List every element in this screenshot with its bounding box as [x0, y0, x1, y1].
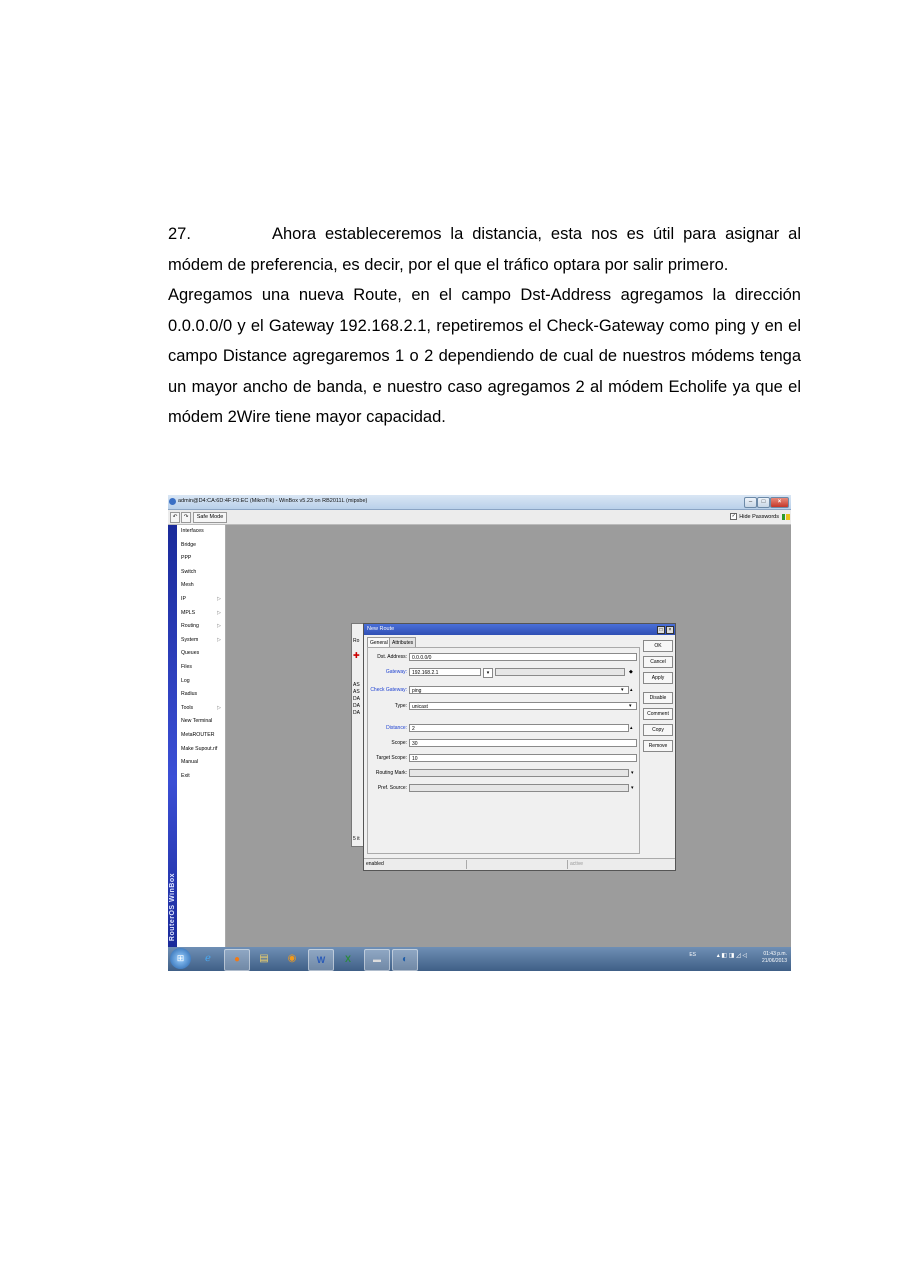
menu-item-exit[interactable]	[177, 770, 225, 784]
menu-item-tools[interactable]	[177, 702, 225, 716]
lock-icon	[786, 514, 790, 520]
paragraph-27-text: Ahora estableceremos la distancia, esta nos es útil para asignar al módem de preferencia, es decir, por el que el tráfico optara por salir primero.	[168, 225, 801, 274]
menu-item-label: Mesh	[181, 582, 194, 589]
check-gateway-up-icon[interactable]: ▴	[630, 687, 633, 693]
routes-window-fragment: Ro	[353, 638, 360, 644]
routing-mark-row	[368, 769, 639, 778]
status-separator	[567, 860, 568, 869]
menu-item-files[interactable]	[177, 661, 225, 675]
submenu-arrow-icon: ▷	[217, 636, 221, 643]
maximize-icon[interactable]: □	[757, 497, 770, 508]
routes-window-fragment: 5 it	[353, 836, 360, 842]
menu-item-new-terminal[interactable]	[177, 715, 225, 729]
winbox-screenshot	[168, 495, 791, 971]
dialog-titlebar	[364, 624, 675, 635]
comment-button[interactable]: Comment	[643, 708, 673, 720]
hide-passwords-label: Hide Passwords	[739, 513, 779, 520]
menu-item-log[interactable]	[177, 675, 225, 689]
status-separator	[466, 860, 467, 869]
scope-row	[368, 739, 639, 748]
cancel-button[interactable]: Cancel	[643, 656, 673, 668]
menu-item-label: Routing	[181, 623, 199, 630]
routes-window-fragment: DA	[353, 696, 360, 702]
dst-address-label: Dst. Address:	[377, 654, 407, 660]
type-dropdown-icon[interactable]: ▾	[629, 703, 632, 709]
pref-source-row	[368, 784, 639, 793]
terminal-icon[interactable]: ▬	[364, 949, 390, 971]
menu-item-mpls[interactable]	[177, 607, 225, 621]
system-clock[interactable]	[762, 951, 787, 965]
new-route-dialog	[363, 623, 676, 871]
menu-item-ip[interactable]	[177, 593, 225, 607]
menu-item-label: MetaROUTER	[181, 731, 215, 738]
paragraph-number: 27.	[168, 225, 191, 243]
windows-taskbar	[168, 947, 791, 971]
hide-passwords-toggle[interactable]	[730, 513, 779, 520]
menu-item-queues[interactable]	[177, 647, 225, 661]
copy-button[interactable]: Copy	[643, 724, 673, 736]
distance-label: Distance:	[386, 725, 407, 731]
tab-general[interactable]: General	[367, 637, 391, 648]
menu-item-label: Log	[181, 677, 190, 684]
type-label: Type:	[394, 703, 407, 709]
dialog-restore-icon[interactable]: □	[657, 626, 665, 634]
gateway-row	[368, 668, 639, 677]
gateway-field[interactable]: 192.168.2.1	[409, 668, 481, 676]
excel-icon[interactable]: X	[344, 954, 351, 964]
tray-icons[interactable]: ▴ ◧ ◨ ◿ ◁	[716, 953, 747, 959]
submenu-arrow-icon: ▷	[217, 623, 221, 630]
gateway-extra-field	[495, 668, 625, 676]
add-route-icon[interactable]: ✚	[353, 651, 360, 660]
dialog-status-bar	[364, 858, 675, 870]
paragraph-27	[168, 219, 801, 280]
winbox-taskbar-icon[interactable]: ◐	[392, 949, 418, 971]
menu-item-manual[interactable]	[177, 756, 225, 770]
menu-item-bridge[interactable]	[177, 539, 225, 553]
pref-source-dropdown-icon[interactable]: ▾	[631, 785, 634, 791]
menu-item-label: Interfaces	[181, 528, 204, 534]
menu-item-label: Switch	[181, 568, 197, 575]
target-scope-field[interactable]: 10	[409, 754, 637, 762]
ok-button[interactable]: OK	[643, 640, 673, 652]
distance-field[interactable]: 2	[409, 724, 629, 732]
type-row	[368, 702, 639, 711]
dst-address-row	[368, 653, 639, 662]
routes-window-fragment: DA	[353, 710, 360, 716]
menu-item-label: PPP	[181, 555, 192, 562]
minimize-icon[interactable]: –	[744, 497, 757, 508]
clock-time: 01:43 p.m.	[763, 951, 787, 957]
status-active: active	[570, 861, 584, 867]
pref-source-label: Pref. Source:	[377, 785, 407, 791]
menu-item-label: MPLS	[181, 609, 196, 616]
submenu-arrow-icon: ▷	[217, 595, 221, 602]
menu-item-label: Bridge	[181, 541, 196, 548]
routing-mark-dropdown-icon[interactable]: ▾	[631, 770, 634, 776]
gateway-updown-icon[interactable]: ◆	[629, 669, 633, 675]
window-title: admin@D4:CA:6D:4F:F0:EC (MikroTik) - WinBox v5.23 on RB2011L (mipsbe)	[178, 498, 368, 504]
gateway-dropdown-icon[interactable]: ▾	[483, 668, 493, 678]
menu-item-ppp[interactable]	[177, 552, 225, 566]
menu-item-label: Queues	[181, 650, 200, 657]
submenu-arrow-icon: ▷	[217, 704, 221, 711]
media-player-icon[interactable]: ◉	[287, 953, 297, 964]
winbox-toolbar	[168, 510, 791, 525]
dialog-close-icon[interactable]: ×	[666, 626, 674, 634]
menu-item-system[interactable]	[177, 634, 225, 648]
main-menu	[177, 525, 226, 947]
target-scope-row	[368, 754, 639, 763]
menu-item-routing[interactable]	[177, 620, 225, 634]
menu-item-switch[interactable]	[177, 566, 225, 580]
gateway-label: Gateway:	[385, 669, 407, 675]
menu-item-interfaces[interactable]	[177, 525, 225, 539]
remove-button[interactable]: Remove	[643, 740, 673, 752]
apply-button[interactable]: Apply	[643, 672, 673, 684]
menu-item-label: IP	[181, 595, 186, 602]
paragraph-route-instructions: Agregamos una nueva Route, en el campo Dst-Address agregamos la dirección 0.0.0.0/0 y el Gateway 192.168.2.1, repetiremos el Check-Gateway como ping y en el campo Distance agregaremos 1 o 2 dependiendo de cual de nuestros módems tenga un mayor ancho de banda, e nuestro caso agregamos 2 al módem Echolife ya que el módem 2Wire tiene mayor capacidad.	[168, 286, 801, 426]
distance-row	[368, 724, 639, 733]
menu-item-label: New Terminal	[181, 718, 213, 725]
menu-item-mesh[interactable]	[177, 579, 225, 593]
menu-item-label: Tools	[181, 704, 194, 711]
winbox-app-icon	[169, 498, 176, 505]
internet-explorer-icon[interactable]: ℯ	[205, 953, 211, 964]
safe-mode-button[interactable]: Safe Mode	[193, 512, 227, 523]
menu-item-label: System	[181, 636, 199, 643]
dialog-title: New Route	[367, 626, 395, 632]
tab-attributes[interactable]: Attributes	[389, 637, 416, 648]
menu-item-label: Files	[181, 663, 192, 670]
target-scope-label: Target Scope:	[376, 755, 407, 761]
disable-button[interactable]: Disable	[643, 692, 673, 704]
routeros-side-banner	[168, 525, 177, 947]
pref-source-select[interactable]	[409, 784, 629, 792]
file-explorer-icon[interactable]: ▤	[259, 953, 269, 964]
status-enabled: enabled	[366, 861, 384, 867]
check-gateway-row	[368, 686, 639, 695]
redo-button[interactable]: ↷	[181, 512, 191, 523]
menu-item-label: Manual	[181, 759, 199, 766]
start-button[interactable]: ⊞	[170, 948, 191, 969]
routes-window-fragment: AS	[353, 689, 360, 695]
menu-item-radius[interactable]	[177, 688, 225, 702]
distance-up-icon[interactable]: ▴	[630, 725, 633, 731]
scope-field[interactable]: 30	[409, 739, 637, 747]
check-gateway-label: Check Gateway:	[370, 687, 407, 693]
menu-item-make-supout-rif[interactable]	[177, 743, 225, 757]
type-select[interactable]: unicast	[409, 702, 637, 710]
menu-item-label: Exit	[181, 772, 190, 779]
language-indicator[interactable]: ES	[689, 952, 696, 958]
undo-button[interactable]: ↶	[170, 512, 180, 523]
routes-window-fragment: AS	[353, 682, 360, 688]
check-gateway-select[interactable]: ping	[409, 686, 629, 694]
menu-item-metarouter[interactable]	[177, 729, 225, 743]
submenu-arrow-icon: ▷	[217, 609, 221, 616]
scope-label: Scope:	[391, 740, 407, 746]
routing-mark-label: Routing Mark:	[375, 770, 407, 776]
check-gateway-dropdown-icon[interactable]: ▾	[621, 687, 624, 693]
routes-window-fragment: DA	[353, 703, 360, 709]
menu-item-label: Radius	[181, 691, 198, 698]
menu-item-label: Make Supout.rif	[181, 745, 218, 752]
firefox-icon[interactable]: ●	[224, 949, 250, 971]
general-tab-panel	[367, 647, 640, 854]
word-icon[interactable]: W	[308, 949, 334, 971]
hide-passwords-checkbox[interactable]: ✓	[731, 513, 736, 519]
dst-address-field[interactable]: 0.0.0.0/0	[409, 653, 637, 661]
window-titlebar	[168, 495, 791, 510]
clock-date: 21/06/2013	[761, 958, 787, 964]
routing-mark-select[interactable]	[409, 769, 629, 777]
close-icon[interactable]: ×	[770, 497, 789, 508]
connection-status-icon	[782, 514, 785, 520]
routeros-winbox-label: RouterOS WinBox	[169, 872, 176, 941]
